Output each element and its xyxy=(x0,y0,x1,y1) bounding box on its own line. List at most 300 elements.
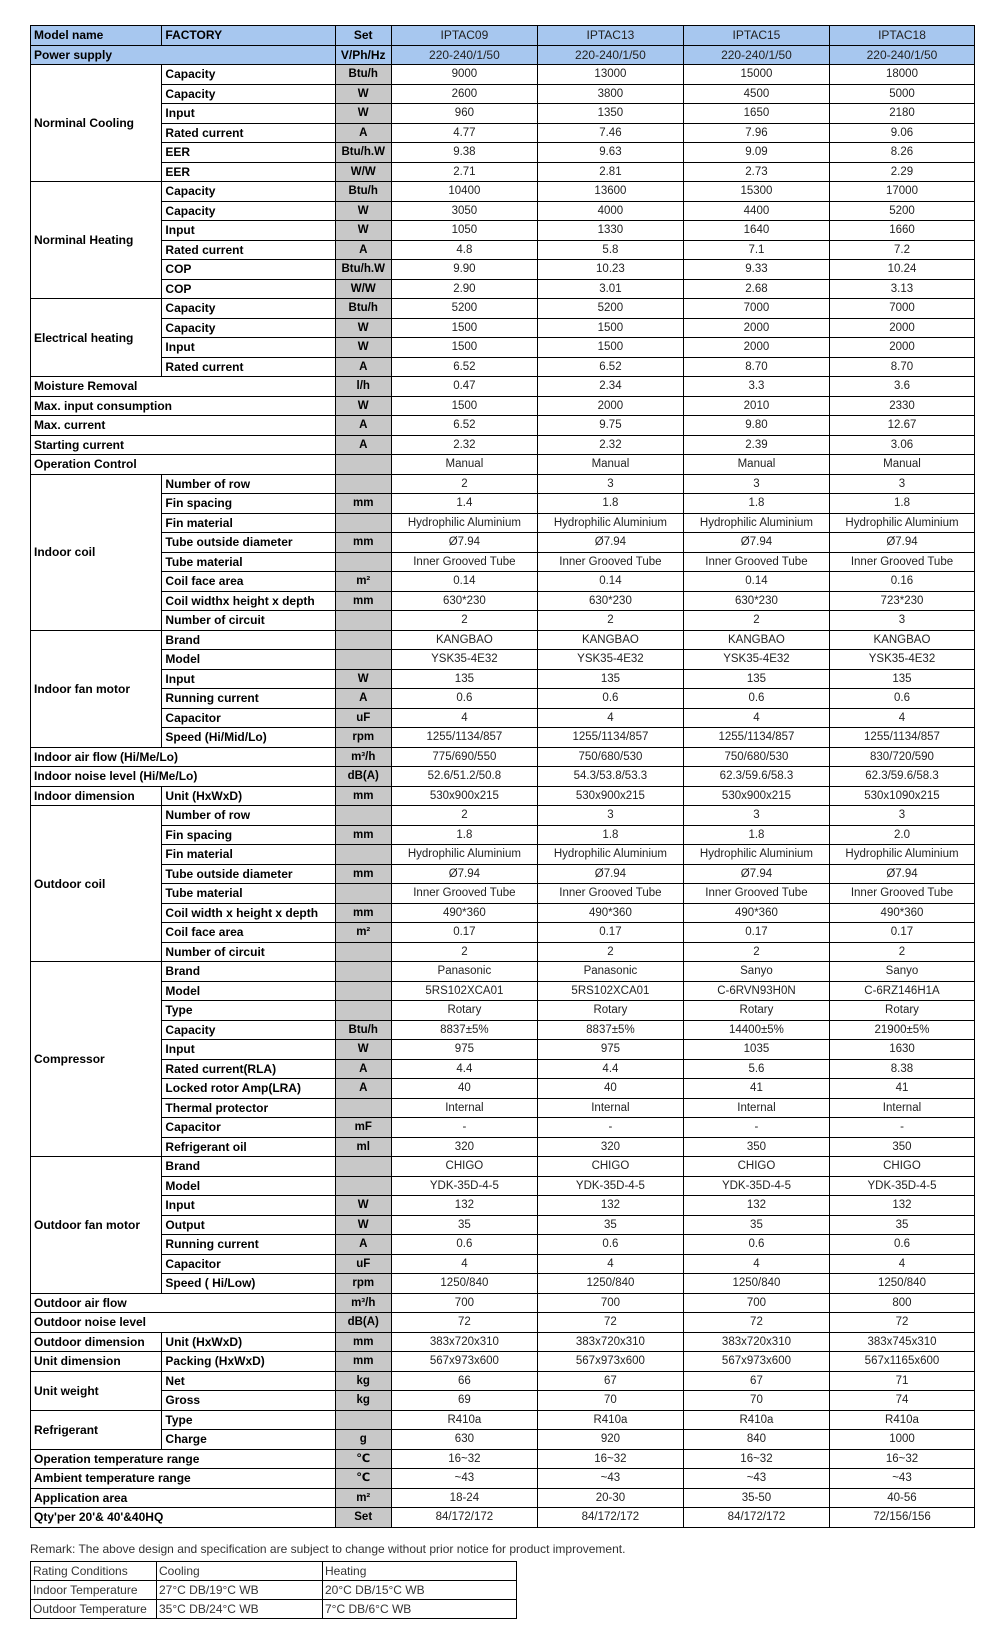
item-label: Capacity xyxy=(162,299,335,319)
value-cell: 700 xyxy=(537,1293,683,1313)
value-cell: 0.17 xyxy=(683,923,829,943)
value-cell: Hydrophilic Aluminium xyxy=(829,513,974,533)
item-label: Capacity xyxy=(162,65,335,85)
value-cell: 4 xyxy=(391,708,537,728)
unit-cell: Btu/h xyxy=(335,299,391,319)
group-label: Power supply xyxy=(31,45,336,65)
group-label: Indoor air flow (Hi/Me/Lo) xyxy=(31,747,336,767)
value-cell: 5000 xyxy=(829,84,974,104)
value-cell: 975 xyxy=(391,1040,537,1060)
value-cell: 3050 xyxy=(391,201,537,221)
unit-cell xyxy=(335,884,391,904)
value-cell: Ø7.94 xyxy=(829,864,974,884)
value-cell: R410a xyxy=(391,1410,537,1430)
group-label: Indoor dimension xyxy=(31,786,162,806)
value-cell: 530x900x215 xyxy=(683,786,829,806)
value-cell: 3 xyxy=(537,806,683,826)
unit-cell: mm xyxy=(335,864,391,884)
value-cell: 0.16 xyxy=(829,572,974,592)
value-cell: 9.80 xyxy=(683,416,829,436)
unit-cell: W xyxy=(335,221,391,241)
value-cell: 13000 xyxy=(537,65,683,85)
value-cell: Hydrophilic Aluminium xyxy=(391,513,537,533)
value-cell: C-6RVN93H0N xyxy=(683,981,829,1001)
item-label: Input xyxy=(162,1196,335,1216)
value-cell: 7.96 xyxy=(683,123,829,143)
group-label: Moisture Removal xyxy=(31,377,336,397)
unit-cell xyxy=(335,962,391,982)
value-cell: Hydrophilic Aluminium xyxy=(829,845,974,865)
value-cell: 10.23 xyxy=(537,260,683,280)
value-cell: 3 xyxy=(537,474,683,494)
spec-row xyxy=(31,1410,975,1430)
value-cell: 2010 xyxy=(683,396,829,416)
item-label: Coil face area xyxy=(162,572,335,592)
spec-row xyxy=(31,845,975,865)
value-cell: 67 xyxy=(537,1371,683,1391)
value-cell: 132 xyxy=(537,1196,683,1216)
value-cell: Manual xyxy=(683,455,829,475)
unit-cell: ℃ xyxy=(335,1469,391,1489)
item-label: Capacity xyxy=(162,182,335,202)
value-cell: 3.06 xyxy=(829,435,974,455)
value-cell: 2.0 xyxy=(829,825,974,845)
rating-conditions-table xyxy=(30,1561,517,1619)
spec-row xyxy=(31,1449,975,1469)
value-cell: 4500 xyxy=(683,84,829,104)
value-cell: 6.52 xyxy=(391,416,537,436)
value-cell: 6.52 xyxy=(391,357,537,377)
value-cell: 723*230 xyxy=(829,591,974,611)
spec-row xyxy=(31,455,975,475)
value-cell: 630 xyxy=(391,1430,537,1450)
unit-cell: Set xyxy=(335,1508,391,1528)
value-cell: 0.17 xyxy=(829,923,974,943)
value-cell: 4400 xyxy=(683,201,829,221)
conditions-cell: Outdoor Temperature xyxy=(31,1600,157,1619)
value-cell: Rotary xyxy=(537,1001,683,1021)
value-cell: Inner Grooved Tube xyxy=(391,552,537,572)
value-cell: 3 xyxy=(683,806,829,826)
value-cell: 2000 xyxy=(537,396,683,416)
group-label: Norminal Cooling xyxy=(31,65,162,182)
value-cell: 0.6 xyxy=(683,689,829,709)
conditions-header-row xyxy=(31,1562,517,1581)
value-cell: 70 xyxy=(537,1391,683,1411)
item-label: Net xyxy=(162,1371,335,1391)
value-cell: 1500 xyxy=(537,318,683,338)
unit-cell: W xyxy=(335,104,391,124)
spec-row xyxy=(31,884,975,904)
value-cell: 1330 xyxy=(537,221,683,241)
value-cell: 16~32 xyxy=(537,1449,683,1469)
value-cell: 350 xyxy=(829,1137,974,1157)
model-header: IPTAC13 xyxy=(537,26,683,46)
item-label: Charge xyxy=(162,1430,335,1450)
unit-cell: W xyxy=(335,318,391,338)
conditions-cell: 27°C DB/19°C WB xyxy=(157,1581,323,1600)
spec-row xyxy=(31,728,975,748)
item-label: Type xyxy=(162,1410,335,1430)
value-cell: 35 xyxy=(391,1215,537,1235)
unit-cell: A xyxy=(335,416,391,436)
value-cell: 20-30 xyxy=(537,1488,683,1508)
unit-cell: W/W xyxy=(335,279,391,299)
item-label: Capacitor xyxy=(162,1118,335,1138)
value-cell: - xyxy=(391,1118,537,1138)
item-label: Fin material xyxy=(162,845,335,865)
value-cell: 0.14 xyxy=(537,572,683,592)
value-cell: R410a xyxy=(829,1410,974,1430)
unit-cell: A xyxy=(335,240,391,260)
value-cell: 3 xyxy=(829,806,974,826)
unit-cell xyxy=(335,630,391,650)
value-cell: 1640 xyxy=(683,221,829,241)
value-cell: 2000 xyxy=(829,338,974,358)
value-cell: 72 xyxy=(537,1313,683,1333)
unit-cell: A xyxy=(335,1059,391,1079)
item-label: Capacitor xyxy=(162,1254,335,1274)
unit-cell: mm xyxy=(335,494,391,514)
value-cell: 2000 xyxy=(683,338,829,358)
factory-label: FACTORY xyxy=(162,26,335,46)
value-cell: 2 xyxy=(391,611,537,631)
value-cell: C-6RZ146H1A xyxy=(829,981,974,1001)
value-cell: 2600 xyxy=(391,84,537,104)
value-cell: 630*230 xyxy=(683,591,829,611)
unit-cell: ml xyxy=(335,1137,391,1157)
spec-row xyxy=(31,377,975,397)
value-cell: ~43 xyxy=(537,1469,683,1489)
value-cell: 4 xyxy=(391,1254,537,1274)
value-cell: YDK-35D-4-5 xyxy=(391,1176,537,1196)
spec-row xyxy=(31,689,975,709)
value-cell: 4 xyxy=(683,708,829,728)
conditions-cell: Indoor Temperature xyxy=(31,1581,157,1600)
value-cell: 6.52 xyxy=(537,357,683,377)
value-cell: 830/720/590 xyxy=(829,747,974,767)
unit-cell: kg xyxy=(335,1391,391,1411)
unit-cell: W xyxy=(335,338,391,358)
unit-cell: W xyxy=(335,1215,391,1235)
value-cell: 2.68 xyxy=(683,279,829,299)
value-cell: Hydrophilic Aluminium xyxy=(537,845,683,865)
item-label: Model xyxy=(162,650,335,670)
spec-row xyxy=(31,1118,975,1138)
value-cell: Ø7.94 xyxy=(829,533,974,553)
unit-cell xyxy=(335,455,391,475)
value-cell: 0.14 xyxy=(683,572,829,592)
value-cell: 1660 xyxy=(829,221,974,241)
value-cell: 220-240/1/50 xyxy=(829,45,974,65)
spec-row xyxy=(31,104,975,124)
spec-row xyxy=(31,825,975,845)
value-cell: 383x720x310 xyxy=(683,1332,829,1352)
value-cell: 9.75 xyxy=(537,416,683,436)
item-label: Tube material xyxy=(162,884,335,904)
value-cell: 700 xyxy=(683,1293,829,1313)
value-cell: 2 xyxy=(537,611,683,631)
conditions-cell: 20°C DB/15°C WB xyxy=(323,1581,517,1600)
value-cell: 5RS102XCA01 xyxy=(537,981,683,1001)
value-cell: 52.6/51.2/50.8 xyxy=(391,767,537,787)
item-label: Rated current xyxy=(162,123,335,143)
value-cell: 9.09 xyxy=(683,143,829,163)
value-cell: 7.1 xyxy=(683,240,829,260)
conditions-row xyxy=(31,1581,517,1600)
value-cell: 2.73 xyxy=(683,162,829,182)
value-cell: 10400 xyxy=(391,182,537,202)
value-cell: 67 xyxy=(683,1371,829,1391)
value-cell: 10.24 xyxy=(829,260,974,280)
spec-row xyxy=(31,767,975,787)
spec-row xyxy=(31,1235,975,1255)
value-cell: Hydrophilic Aluminium xyxy=(683,845,829,865)
value-cell: 18-24 xyxy=(391,1488,537,1508)
value-cell: 567x1165x600 xyxy=(829,1352,974,1372)
value-cell: 66 xyxy=(391,1371,537,1391)
unit-cell xyxy=(335,981,391,1001)
spec-row xyxy=(31,1157,975,1177)
unit-cell xyxy=(335,1176,391,1196)
group-label: Indoor coil xyxy=(31,474,162,630)
group-label: Qty'per 20'& 40'&40HQ xyxy=(31,1508,336,1528)
value-cell: 0.6 xyxy=(537,689,683,709)
value-cell: 9.90 xyxy=(391,260,537,280)
item-label: Number of circuit xyxy=(162,611,335,631)
unit-cell: Btu/h xyxy=(335,65,391,85)
value-cell: 8837±5% xyxy=(537,1020,683,1040)
item-label: Capacitor xyxy=(162,708,335,728)
spec-row xyxy=(31,650,975,670)
value-cell: ~43 xyxy=(683,1469,829,1489)
spec-row xyxy=(31,572,975,592)
item-label: Brand xyxy=(162,1157,335,1177)
value-cell: 1.8 xyxy=(829,494,974,514)
value-cell: ~43 xyxy=(391,1469,537,1489)
value-cell: 0.17 xyxy=(391,923,537,943)
value-cell: ~43 xyxy=(829,1469,974,1489)
unit-cell: rpm xyxy=(335,728,391,748)
spec-row xyxy=(31,260,975,280)
item-label: Capacity xyxy=(162,201,335,221)
unit-cell: uF xyxy=(335,708,391,728)
value-cell: 9.33 xyxy=(683,260,829,280)
value-cell: 4 xyxy=(829,1254,974,1274)
unit-cell: W xyxy=(335,396,391,416)
value-cell: Sanyo xyxy=(829,962,974,982)
value-cell: YDK-35D-4-5 xyxy=(683,1176,829,1196)
group-label: Ambient temperature range xyxy=(31,1469,336,1489)
group-label: Unit weight xyxy=(31,1371,162,1410)
value-cell: Internal xyxy=(391,1098,537,1118)
value-cell: - xyxy=(537,1118,683,1138)
value-cell: 17000 xyxy=(829,182,974,202)
value-cell: 132 xyxy=(683,1196,829,1216)
value-cell: 1500 xyxy=(391,318,537,338)
value-cell: 350 xyxy=(683,1137,829,1157)
item-label: Running current xyxy=(162,1235,335,1255)
group-label: Starting current xyxy=(31,435,336,455)
value-cell: YSK35-4E32 xyxy=(829,650,974,670)
item-label: Rated current xyxy=(162,240,335,260)
value-cell: 2 xyxy=(537,942,683,962)
value-cell: 5.6 xyxy=(683,1059,829,1079)
value-cell: 2330 xyxy=(829,396,974,416)
value-cell: 72 xyxy=(683,1313,829,1333)
unit-cell: W xyxy=(335,1196,391,1216)
value-cell: 220-240/1/50 xyxy=(683,45,829,65)
value-cell: 9.63 xyxy=(537,143,683,163)
value-cell: 84/172/172 xyxy=(537,1508,683,1528)
value-cell: 3 xyxy=(683,474,829,494)
value-cell: 0.47 xyxy=(391,377,537,397)
spec-row xyxy=(31,903,975,923)
spec-row xyxy=(31,1313,975,1333)
value-cell: 2.90 xyxy=(391,279,537,299)
value-cell: 1255/1134/857 xyxy=(391,728,537,748)
item-label: Input xyxy=(162,221,335,241)
group-label: Operation temperature range xyxy=(31,1449,336,1469)
spec-row xyxy=(31,669,975,689)
value-cell: 0.6 xyxy=(683,1235,829,1255)
value-cell: Ø7.94 xyxy=(391,533,537,553)
spec-row xyxy=(31,747,975,767)
spec-row xyxy=(31,1430,975,1450)
value-cell: 62.3/59.6/58.3 xyxy=(683,767,829,787)
group-label: Unit dimension xyxy=(31,1352,162,1372)
spec-row xyxy=(31,1391,975,1411)
spec-row xyxy=(31,1137,975,1157)
group-label: Compressor xyxy=(31,962,162,1157)
item-label: Capacity xyxy=(162,84,335,104)
value-cell: 62.3/59.6/58.3 xyxy=(829,767,974,787)
value-cell: 1500 xyxy=(391,396,537,416)
item-label: Capacity xyxy=(162,318,335,338)
value-cell: 567x973x600 xyxy=(391,1352,537,1372)
group-label: Norminal Heating xyxy=(31,182,162,299)
value-cell: 135 xyxy=(829,669,974,689)
value-cell: 135 xyxy=(391,669,537,689)
value-cell: 4.8 xyxy=(391,240,537,260)
unit-cell: Btu/h.W xyxy=(335,260,391,280)
group-label: Max. current xyxy=(31,416,336,436)
value-cell: Panasonic xyxy=(537,962,683,982)
unit-cell: mm xyxy=(335,1352,391,1372)
unit-cell: W xyxy=(335,1040,391,1060)
unit-cell xyxy=(335,942,391,962)
value-cell: Manual xyxy=(829,455,974,475)
value-cell: Ø7.94 xyxy=(683,864,829,884)
value-cell: Ø7.94 xyxy=(537,864,683,884)
unit-cell: mm xyxy=(335,825,391,845)
spec-row xyxy=(31,1215,975,1235)
spec-row xyxy=(31,591,975,611)
spec-row xyxy=(31,1059,975,1079)
item-label: Number of row xyxy=(162,474,335,494)
spec-row xyxy=(31,318,975,338)
value-cell: 12.67 xyxy=(829,416,974,436)
value-cell: 35 xyxy=(829,1215,974,1235)
item-label: Number of circuit xyxy=(162,942,335,962)
item-label: Speed (Hi/Mid/Lo) xyxy=(162,728,335,748)
value-cell: 2000 xyxy=(829,318,974,338)
item-label: Capacity xyxy=(162,1020,335,1040)
value-cell: KANGBAO xyxy=(829,630,974,650)
spec-row xyxy=(31,1176,975,1196)
value-cell: 2 xyxy=(391,942,537,962)
item-label: Model xyxy=(162,1176,335,1196)
value-cell: Inner Grooved Tube xyxy=(537,884,683,904)
group-label: Max. input consumption xyxy=(31,396,336,416)
spec-row xyxy=(31,1488,975,1508)
spec-row xyxy=(31,240,975,260)
spec-row xyxy=(31,1254,975,1274)
value-cell: 1500 xyxy=(537,338,683,358)
item-label: Coil width x height x depth xyxy=(162,903,335,923)
conditions-row xyxy=(31,1600,517,1619)
value-cell: Inner Grooved Tube xyxy=(829,552,974,572)
value-cell: 4 xyxy=(537,708,683,728)
spec-row xyxy=(31,338,975,358)
value-cell: 132 xyxy=(829,1196,974,1216)
model-header: IPTAC09 xyxy=(391,26,537,46)
value-cell: 1255/1134/857 xyxy=(829,728,974,748)
value-cell: YSK35-4E32 xyxy=(683,650,829,670)
value-cell: CHIGO xyxy=(683,1157,829,1177)
value-cell: 2.39 xyxy=(683,435,829,455)
value-cell: 0.6 xyxy=(537,1235,683,1255)
item-label: Input xyxy=(162,338,335,358)
spec-row xyxy=(31,1508,975,1528)
unit-cell: mm xyxy=(335,533,391,553)
item-label: Rated current xyxy=(162,357,335,377)
unit-cell: dB(A) xyxy=(335,1313,391,1333)
spec-row xyxy=(31,552,975,572)
value-cell: 0.14 xyxy=(391,572,537,592)
unit-cell: W xyxy=(335,84,391,104)
value-cell: 72/156/156 xyxy=(829,1508,974,1528)
value-cell: 5RS102XCA01 xyxy=(391,981,537,1001)
item-label: Fin spacing xyxy=(162,825,335,845)
unit-cell: Btu/h xyxy=(335,182,391,202)
unit-cell: A xyxy=(335,689,391,709)
value-cell: 1630 xyxy=(829,1040,974,1060)
item-label: EER xyxy=(162,143,335,163)
value-cell: 5200 xyxy=(391,299,537,319)
value-cell: 1250/840 xyxy=(537,1274,683,1294)
value-cell: 567x973x600 xyxy=(537,1352,683,1372)
value-cell: 35 xyxy=(537,1215,683,1235)
spec-row xyxy=(31,611,975,631)
unit-cell: m³/h xyxy=(335,747,391,767)
value-cell: 530x1090x215 xyxy=(829,786,974,806)
value-cell: 18000 xyxy=(829,65,974,85)
value-cell: 3800 xyxy=(537,84,683,104)
value-cell: Rotary xyxy=(391,1001,537,1021)
value-cell: Rotary xyxy=(829,1001,974,1021)
item-label: Gross xyxy=(162,1391,335,1411)
group-label: Outdoor fan motor xyxy=(31,1157,162,1294)
spec-row xyxy=(31,279,975,299)
value-cell: 3.3 xyxy=(683,377,829,397)
value-cell: Inner Grooved Tube xyxy=(683,552,829,572)
item-label: Number of row xyxy=(162,806,335,826)
value-cell: R410a xyxy=(683,1410,829,1430)
unit-cell: A xyxy=(335,357,391,377)
value-cell: 9.06 xyxy=(829,123,974,143)
unit-cell: mm xyxy=(335,786,391,806)
